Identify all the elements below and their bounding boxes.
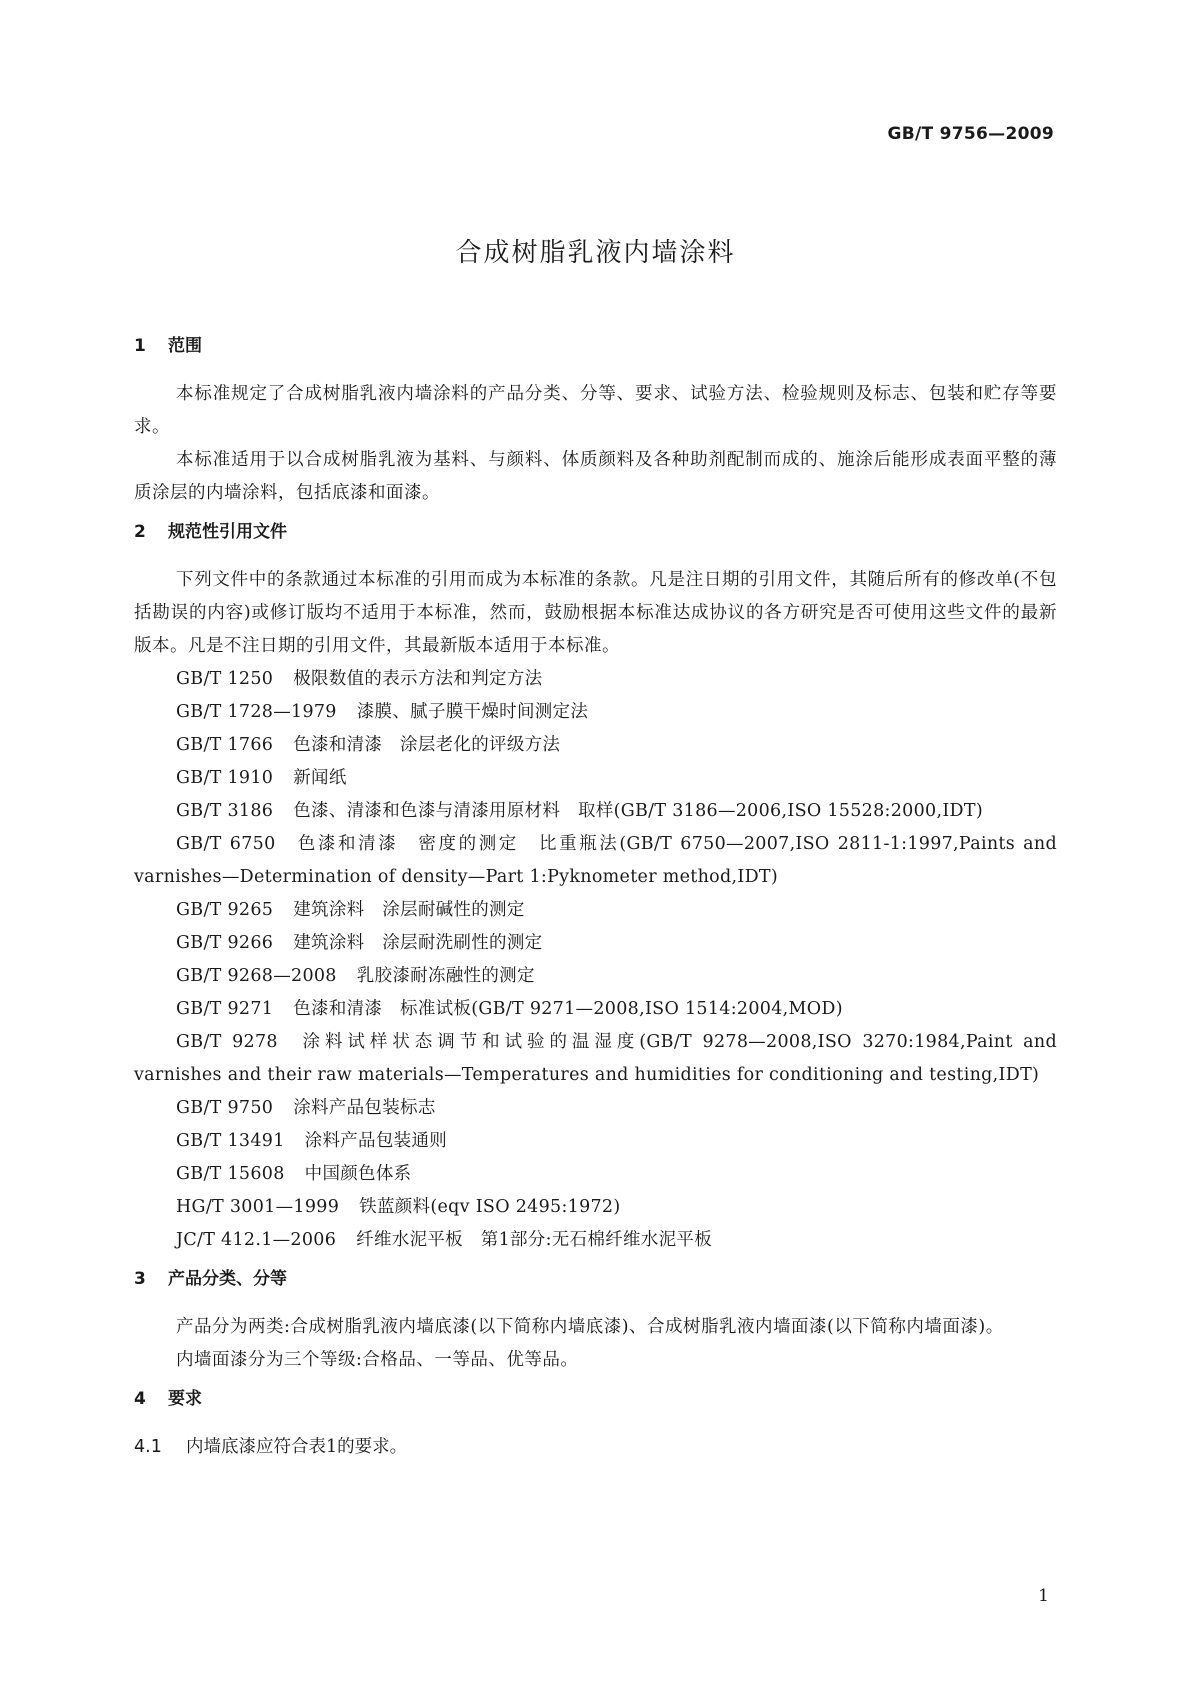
reference-code: GB/T 1766 <box>176 735 274 755</box>
section-title: 产品分类、分等 <box>168 1269 287 1289</box>
reference-title: 涂料试样状态调节和试验的温湿度(GB/T 9278—2008,ISO 3270:1984,Paint and varnishes and their raw materials—Temperatures and humidities for conditioning and testing,IDT) <box>134 1032 1057 1085</box>
section-number: 3 <box>134 1269 146 1289</box>
reference-code: GB/T 9271 <box>176 999 274 1019</box>
paragraph: 内墙面漆分为三个等级:合格品、一等品、优等品。 <box>176 1350 579 1370</box>
reference-title: 极限数值的表示方法和判定方法 <box>293 669 543 689</box>
reference-title: 纤维水泥平板 第1部分:无石棉纤维水泥平板 <box>356 1230 713 1250</box>
reference-title: 色漆和清漆 标准试板(GB/T 9271—2008,ISO 1514:2004,MOD) <box>293 999 843 1019</box>
reference-code: GB/T 1250 <box>176 669 274 689</box>
reference-item <box>134 762 1057 795</box>
page-number: 1 <box>1038 1586 1049 1606</box>
reference-code: JC/T 412.1—2006 <box>176 1230 337 1250</box>
reference-code: GB/T 3186 <box>176 801 274 821</box>
reference-title: 铁蓝颜料(eqv ISO 2495:1972) <box>359 1197 621 1217</box>
section-number: 1 <box>134 336 146 356</box>
reference-title: 漆膜、腻子膜干燥时间测定法 <box>356 702 589 722</box>
section-heading-classification <box>134 1267 1057 1291</box>
reference-title: 建筑涂料 涂层耐碱性的测定 <box>293 900 525 920</box>
section-title: 要求 <box>168 1389 202 1409</box>
standard-code: GB/T 9756—2009 <box>887 124 1054 144</box>
reference-code: GB/T 1910 <box>176 768 274 788</box>
section-title: 范围 <box>168 336 202 356</box>
section-heading-scope <box>134 334 1057 358</box>
reference-title: 新闻纸 <box>293 768 347 788</box>
reference-title: 色漆和清漆 密度的测定 比重瓶法(GB/T 6750—2007,ISO 2811-1:1997,Paints and varnishes—Determination of density—Part 1:Pyknometer method,IDT) <box>134 834 1057 887</box>
reference-title: 涂料产品包装标志 <box>293 1098 436 1118</box>
reference-item <box>134 1158 1057 1191</box>
reference-code: GB/T 9266 <box>176 933 274 953</box>
document-title: 合成树脂乳液内墙涂料 <box>455 238 736 268</box>
reference-item <box>134 828 1057 894</box>
section-number: 2 <box>134 522 146 542</box>
reference-item <box>134 894 1057 927</box>
section-number: 4 <box>134 1389 146 1409</box>
reference-item <box>134 960 1057 993</box>
paragraph: 本标准适用于以合成树脂乳液为基料、与颜料、体质颜料及各种助剂配制而成的、施涂后能形成表面平整的薄质涂层的内墙涂料，包括底漆和面漆。 <box>134 450 1057 503</box>
reference-title: 中国颜色体系 <box>304 1164 412 1184</box>
reference-title: 涂料产品包装通则 <box>304 1131 448 1151</box>
reference-code: GB/T 9268—2008 <box>176 966 337 986</box>
reference-item <box>134 795 1057 828</box>
paragraph: 产品分为两类:合成树脂乳液内墙底漆(以下简称内墙底漆)、合成树脂乳液内墙面漆(以下简称内墙面漆)。 <box>176 1317 1004 1337</box>
reference-title: 建筑涂料 涂层耐洗刷性的测定 <box>293 933 543 953</box>
section-heading-requirements <box>134 1387 1057 1411</box>
reference-title: 色漆和清漆 涂层老化的评级方法 <box>293 735 561 755</box>
reference-code: GB/T 9278 <box>176 1032 278 1052</box>
reference-code: HG/T 3001—1999 <box>176 1197 340 1217</box>
document-body <box>134 334 1057 1464</box>
reference-item <box>134 663 1057 696</box>
reference-item <box>134 729 1057 762</box>
clause-text: 内墙底漆应符合表1的要求。 <box>186 1437 408 1457</box>
section-title: 规范性引用文件 <box>168 522 287 542</box>
reference-code: GB/T 13491 <box>176 1131 285 1151</box>
reference-item <box>134 993 1057 1026</box>
reference-item <box>134 1191 1057 1224</box>
reference-item <box>134 927 1057 960</box>
reference-code: GB/T 9750 <box>176 1098 274 1118</box>
reference-item <box>134 696 1057 729</box>
paragraph: 下列文件中的条款通过本标准的引用而成为本标准的条款。凡是注日期的引用文件，其随后所有的修改单(不包括勘误的内容)或修订版均不适用于本标准，然而，鼓励根据本标准达成协议的各方研究是否可使用这些文件的最新版本。凡是不注日期的引用文件，其最新版本适用于本标准。 <box>134 570 1057 656</box>
reference-code: GB/T 1728—1979 <box>176 702 337 722</box>
reference-item <box>134 1125 1057 1158</box>
reference-title: 乳胶漆耐冻融性的测定 <box>356 966 535 986</box>
reference-item <box>134 1224 1057 1257</box>
reference-code: GB/T 9265 <box>176 900 274 920</box>
clause-number: 4.1 <box>134 1437 162 1457</box>
clause <box>134 1431 1057 1464</box>
reference-code: GB/T 15608 <box>176 1164 285 1184</box>
paragraph: 本标准规定了合成树脂乳液内墙涂料的产品分类、分等、要求、试验方法、检验规则及标志、包装和贮存等要求。 <box>134 384 1057 437</box>
section-heading-normative-references <box>134 520 1057 544</box>
reference-item <box>134 1092 1057 1125</box>
reference-code: GB/T 6750 <box>176 834 276 854</box>
reference-title: 色漆、清漆和色漆与清漆用原材料 取样(GB/T 3186—2006,ISO 15528:2000,IDT) <box>293 801 983 821</box>
reference-item <box>134 1026 1057 1092</box>
